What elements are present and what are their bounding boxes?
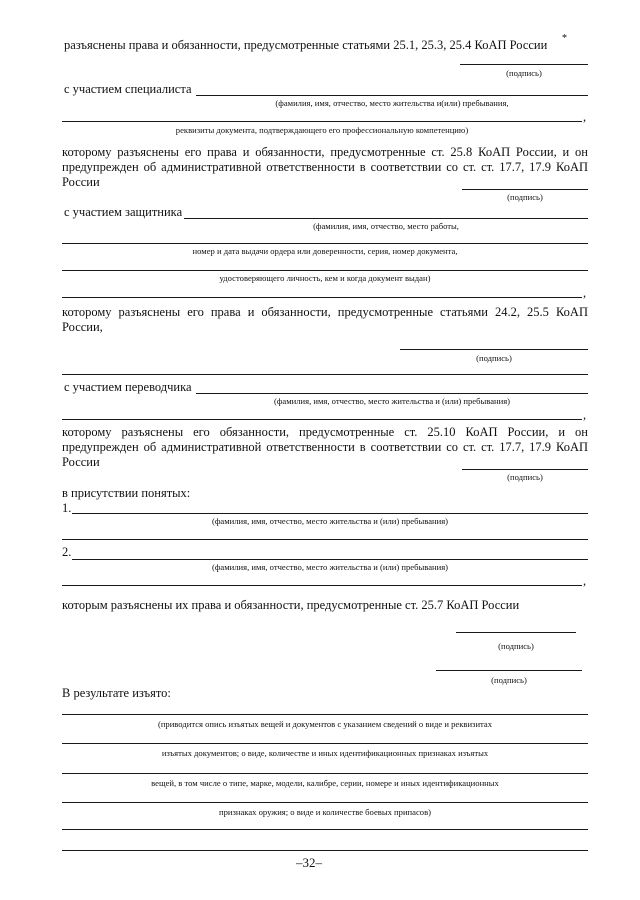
seized-label: В результате изъято: <box>62 686 171 700</box>
signature-caption: (подпись) <box>507 192 543 202</box>
seized-line-2 <box>62 743 588 744</box>
specialist-label: с участием специалиста <box>64 82 192 96</box>
translator-details-line <box>62 419 582 420</box>
page-number: –32– <box>296 855 322 870</box>
signature-line <box>456 632 576 633</box>
signature-line <box>462 469 588 470</box>
specialist-details-line <box>62 121 582 122</box>
signature-caption: (подпись) <box>506 68 542 78</box>
defender-id-line <box>62 270 588 271</box>
signature-line <box>462 189 588 190</box>
seized-line-3 <box>62 773 588 774</box>
witness-2-name-line <box>72 559 588 560</box>
seized-line-6 <box>62 850 588 851</box>
witness-number-2: 2. <box>62 545 72 559</box>
translator-name-caption: (фамилия, имя, отчество, место жительства и (или) пребывания) <box>273 396 511 406</box>
witness-1-details-line <box>62 539 588 540</box>
signature-caption: (подпись) <box>507 472 543 482</box>
witness-2-name-caption: (фамилия, имя, отчество, место жительства и (или) пребывания) <box>211 562 449 572</box>
specialist-rights-line-1: которому разъяснены его права и обязанности, предусмотренные ст. 25.8 КоАП России, и он <box>62 145 588 159</box>
line-comma: , <box>583 110 587 124</box>
seized-caption-2: изъятых документов; о виде, количестве и иных идентификационных признаках изъятых <box>161 748 489 758</box>
line-comma: , <box>583 408 587 422</box>
defender-label: с участием защитника <box>64 205 183 219</box>
witness-number-1: 1. <box>62 501 72 515</box>
specialist-rights-line-2: предупрежден об административной ответственности в соответствии со ст. ст. 17.7, 17.9 КоАП <box>62 160 588 174</box>
rights-statement: разъяснены права и обязанности, предусмотренные статьями 25.1, 25.3, 25.4 КоАП России <box>64 38 548 52</box>
defender-rights-line-1: которому разъяснены его права и обязанности, предусмотренные статьями 24.2, 25.5 КоАП <box>62 305 588 319</box>
signature-caption: (подпись) <box>498 641 534 651</box>
witnesses-rights-statement: которым разъяснены их права и обязанности, предусмотренные ст. 25.7 КоАП России <box>62 598 520 612</box>
defender-name-caption: (фамилия, имя, отчество, место работы, <box>313 221 459 231</box>
line-comma: , <box>583 286 587 300</box>
translator-rights-line-1: которому разъяснены его обязанности, предусмотренные ст. 25.10 КоАП России, и он <box>62 425 588 439</box>
seized-caption-4: признаках оружия; о виде и количестве боевых припасов) <box>219 807 431 817</box>
seized-caption-1: (приводится опись изъятых вещей и документов с указанием сведений о виде и реквизитах <box>157 719 493 729</box>
defender-extra-line <box>62 297 582 298</box>
witness-2-details-line <box>62 585 582 586</box>
witness-1-name-line <box>72 513 588 514</box>
defender-rights-line-2: России, <box>62 320 103 334</box>
separator-line <box>62 374 588 375</box>
specialist-rights-line-3: России <box>62 175 100 189</box>
seized-caption-3: вещей, в том числе о типе, марке, модели, калибре, серии, номере и иных идентификационных <box>151 778 499 788</box>
signature-line <box>436 670 582 671</box>
specialist-name-caption: (фамилия, имя, отчество, место жительства и(или) пребывания, <box>275 98 509 108</box>
translator-name-line <box>196 393 588 394</box>
translator-label: с участием переводчика <box>64 380 192 394</box>
witnesses-label: в присутствии понятых: <box>62 486 191 500</box>
signature-line <box>460 64 588 65</box>
defender-id-caption: удостоверяющего личность, кем и когда документ выдан) <box>219 273 431 283</box>
translator-rights-line-3: России <box>62 455 100 469</box>
seized-line-4 <box>62 802 588 803</box>
signature-line <box>400 349 588 350</box>
defender-order-line <box>62 243 588 244</box>
witness-1-name-caption: (фамилия, имя, отчество, место жительства и (или) пребывания) <box>211 516 449 526</box>
line-comma: , <box>583 574 587 588</box>
defender-order-caption: номер и дата выдачи ордера или доверенности, серия, номер документа, <box>192 246 458 256</box>
signature-caption: (подпись) <box>491 675 527 685</box>
signature-caption: (подпись) <box>476 353 512 363</box>
specialist-doc-caption: реквизиты документа, подтверждающего его профессиональную компетенцию) <box>175 125 469 135</box>
seized-line-5 <box>62 829 588 830</box>
specialist-name-line <box>196 95 588 96</box>
footnote-asterisk: * <box>562 33 567 44</box>
translator-rights-line-2: предупрежден об административной ответственности в соответствии со ст. ст. 17.7, 17.9 КоАП <box>62 440 588 454</box>
seized-line-1 <box>62 714 588 715</box>
defender-name-line <box>184 218 588 219</box>
